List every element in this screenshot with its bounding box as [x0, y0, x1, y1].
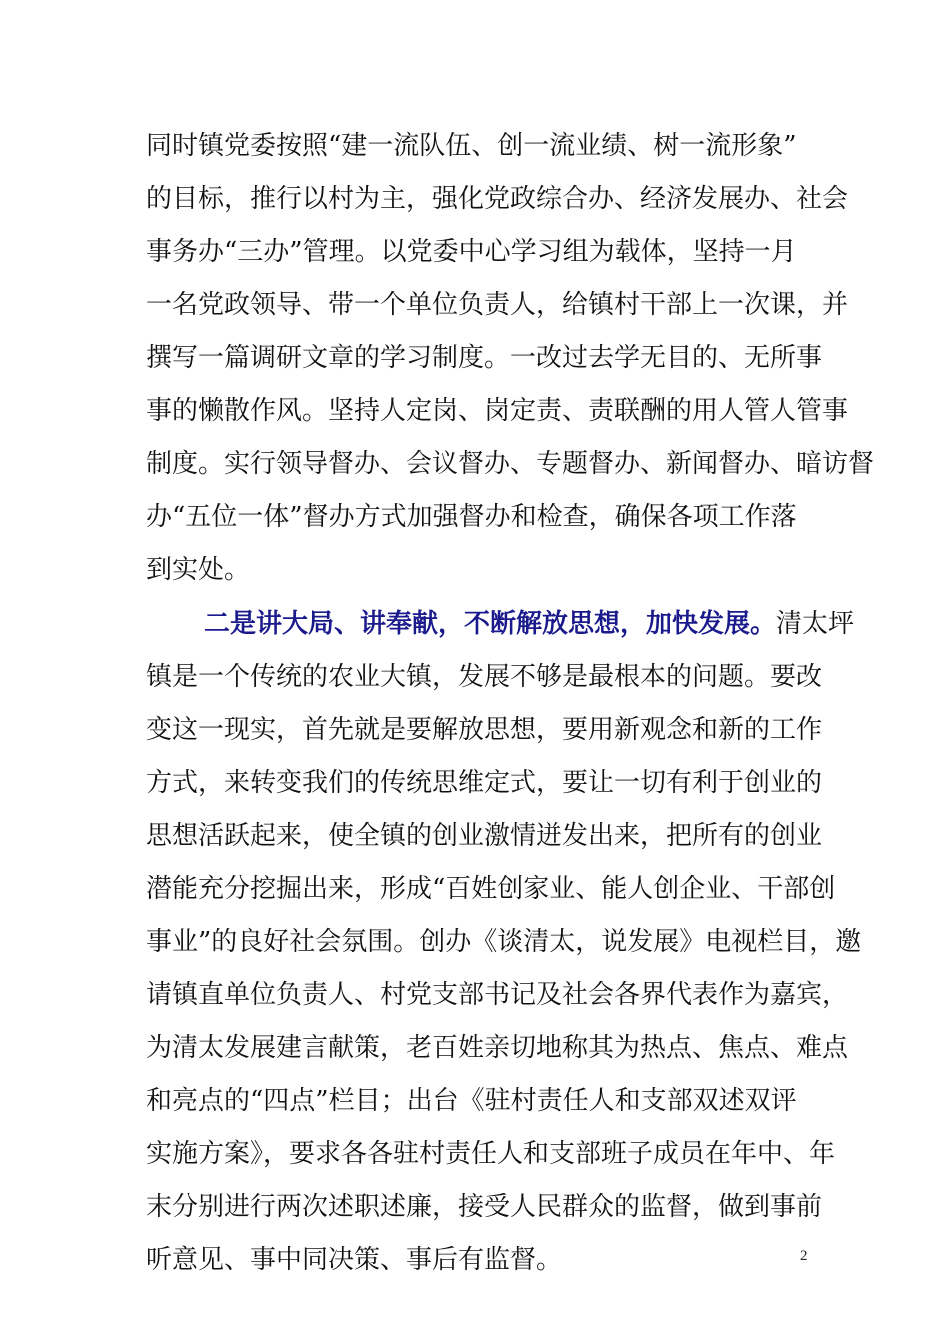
paragraph1-line-1: 同时镇党委按照“建一流队伍、创一流业绩、树一流形象”	[146, 131, 797, 161]
paragraph1-line-8: 办“五位一体”督办方式加强督办和检查，确保各项工作落	[146, 502, 797, 532]
paragraph2-line-10: 和亮点的“四点”栏目；出台《驻村责任人和支部双述双评	[146, 1086, 797, 1116]
paragraph2-line-4: 方式，来转变我们的传统思维定式，要让一切有利于创业的	[146, 768, 823, 798]
page-number: 2	[800, 1248, 808, 1264]
paragraph2-line-5: 思想活跃起来，使全镇的创业激情迸发出来，把所有的创业	[146, 821, 823, 851]
paragraph2-line-13: 听意见、事中同决策、事后有监督。	[146, 1245, 563, 1275]
paragraph2-line-6: 潜能充分挖掘出来，形成“百姓创家业、能人创企业、干部创	[146, 874, 836, 904]
paragraph1-line-5: 撰写一篇调研文章的学习制度。一改过去学无目的、无所事	[146, 343, 823, 373]
paragraph2-first-rest: 清太坪	[776, 609, 855, 639]
paragraph1-line-7: 制度。实行领导督办、会议督办、专题督办、新闻督办、暗访督	[146, 449, 875, 479]
paragraph1-line-9: 到实处。	[146, 555, 251, 585]
paragraph2-line-8: 请镇直单位负责人、村党支部书记及社会各界代表作为嘉宾，	[146, 980, 849, 1010]
paragraph2-line-3: 变这一现实，首先就是要解放思想，要用新观念和新的工作	[146, 715, 823, 745]
paragraph2-line-2: 镇是一个传统的农业大镇，发展不够是最根本的问题。要改	[146, 662, 823, 692]
paragraph2-line-11: 实施方案》，要求各各驻村责任人和支部班子成员在年中、年	[146, 1139, 836, 1169]
paragraph1-line-4: 一名党政领导、带一个单位负责人，给镇村干部上一次课，并	[146, 290, 849, 320]
section-heading: 二是讲大局、讲奉献，不断解放思想，加快发展。	[204, 609, 777, 639]
paragraph1-line-3: 事务办“三办”管理。以党委中心学习组为载体，坚持一月	[146, 237, 797, 267]
paragraph1-line-2: 的目标，推行以村为主，强化党政综合办、经济发展办、社会	[146, 184, 849, 214]
paragraph2-line-7: 事业”的良好社会氛围。创办《谈清太，说发展》电视栏目，邀	[146, 927, 862, 957]
paragraph2-line-12: 末分别进行两次述职述廉，接受人民群众的监督，做到事前	[146, 1192, 823, 1222]
paragraph1-line-6: 事的懒散作风。坚持人定岗、岗定责、责联酬的用人管人管事	[146, 396, 849, 426]
paragraph2-line-1	[204, 604, 855, 644]
paragraph2-line-9: 为清太发展建言献策，老百姓亲切地称其为热点、焦点、难点	[146, 1033, 849, 1063]
